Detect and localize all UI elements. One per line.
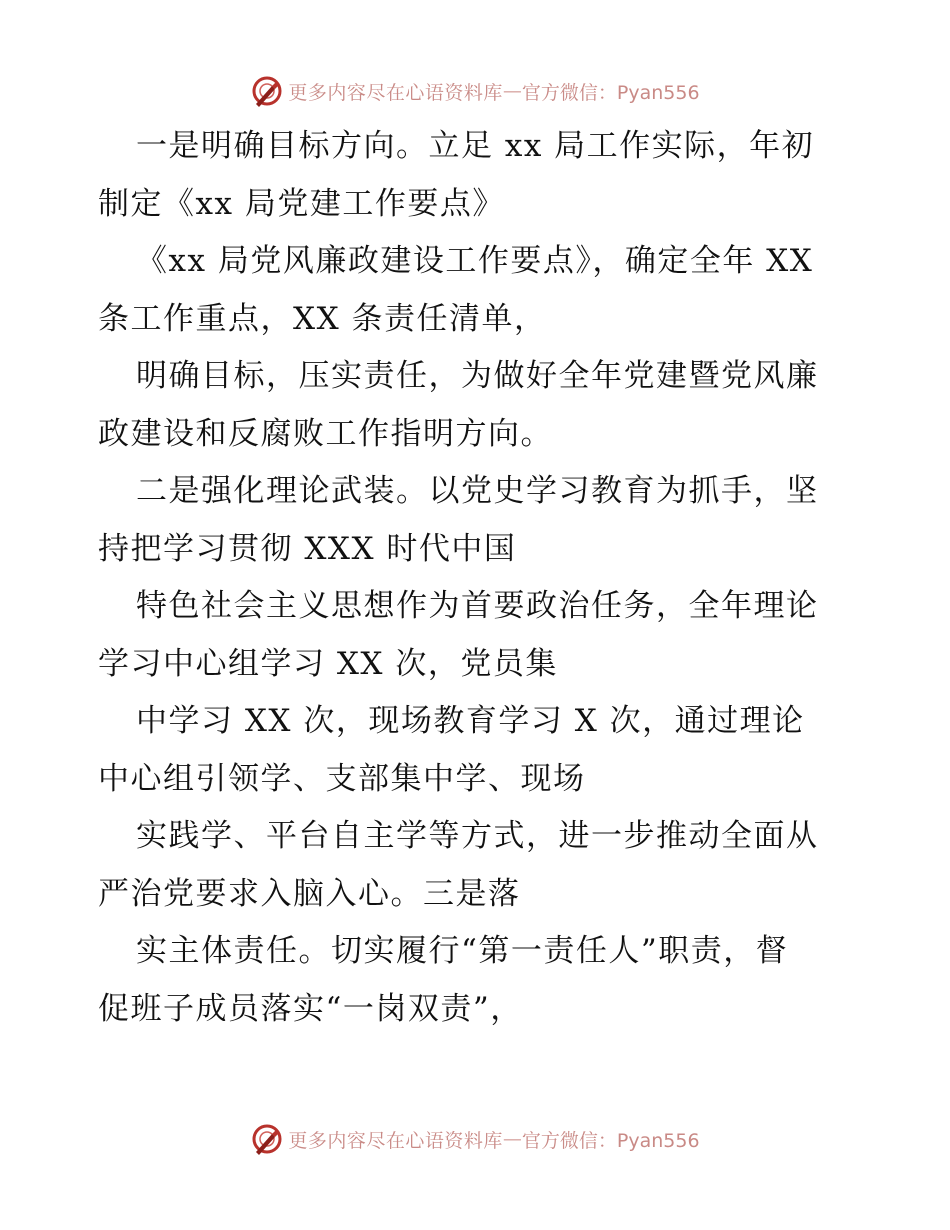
text-line: 实主体责任。切实履行“第一责任人”职责，督 xyxy=(136,933,789,969)
text-line: 一是明确目标方向。立足 xx 局工作实际，年初 xyxy=(136,128,815,164)
text-line: 严治党要求入脑入心。三是落 xyxy=(98,875,521,912)
text-line: 条工作重点，XX 条责任清单， xyxy=(98,300,547,337)
watermark-wechat-text: 官方微信：Pyan556 xyxy=(521,1129,700,1152)
watermark-library-text: 更多内容尽在心语资料库 xyxy=(288,81,503,104)
text-line: 政建设和反腐败工作指明方向。 xyxy=(98,415,553,452)
text-line: 《xx 局党风廉政建设工作要点》，确定全年 XX xyxy=(136,243,814,279)
text-line: 实践学、平台自主学等方式，进一步推动全面从 xyxy=(136,818,819,854)
text-line: 中学习 XX 次，现场教育学习 X 次，通过理论 xyxy=(136,703,805,739)
text-line: 学习中心组学习 XX 次，党员集 xyxy=(98,645,558,682)
watermark-separator: — xyxy=(502,80,522,102)
red-ring-pen-logo-icon xyxy=(250,1122,284,1156)
watermark-separator: — xyxy=(502,1128,522,1150)
footer-watermark xyxy=(0,1119,950,1159)
text-line: 促班子成员落实“一岗双责”， xyxy=(98,990,523,1027)
watermark-wechat-text: 官方微信：Pyan556 xyxy=(521,81,700,104)
header-watermark xyxy=(0,71,950,111)
red-ring-pen-logo-icon xyxy=(250,74,284,108)
text-line: 制定《xx 局党建工作要点》 xyxy=(98,185,505,222)
text-line: 明确目标，压实责任，为做好全年党建暨党风廉 xyxy=(136,358,819,394)
watermark-library-text: 更多内容尽在心语资料库 xyxy=(288,1129,503,1152)
text-line: 持把学习贯彻 XXX 时代中国 xyxy=(98,530,517,567)
text-line: 特色社会主义思想作为首要政治任务，全年理论 xyxy=(136,588,819,624)
document-body xyxy=(98,118,858,1038)
text-line: 中心组引领学、支部集中学、现场 xyxy=(98,760,586,797)
text-line: 二是强化理论武装。以党史学习教育为抓手，坚 xyxy=(136,473,819,509)
